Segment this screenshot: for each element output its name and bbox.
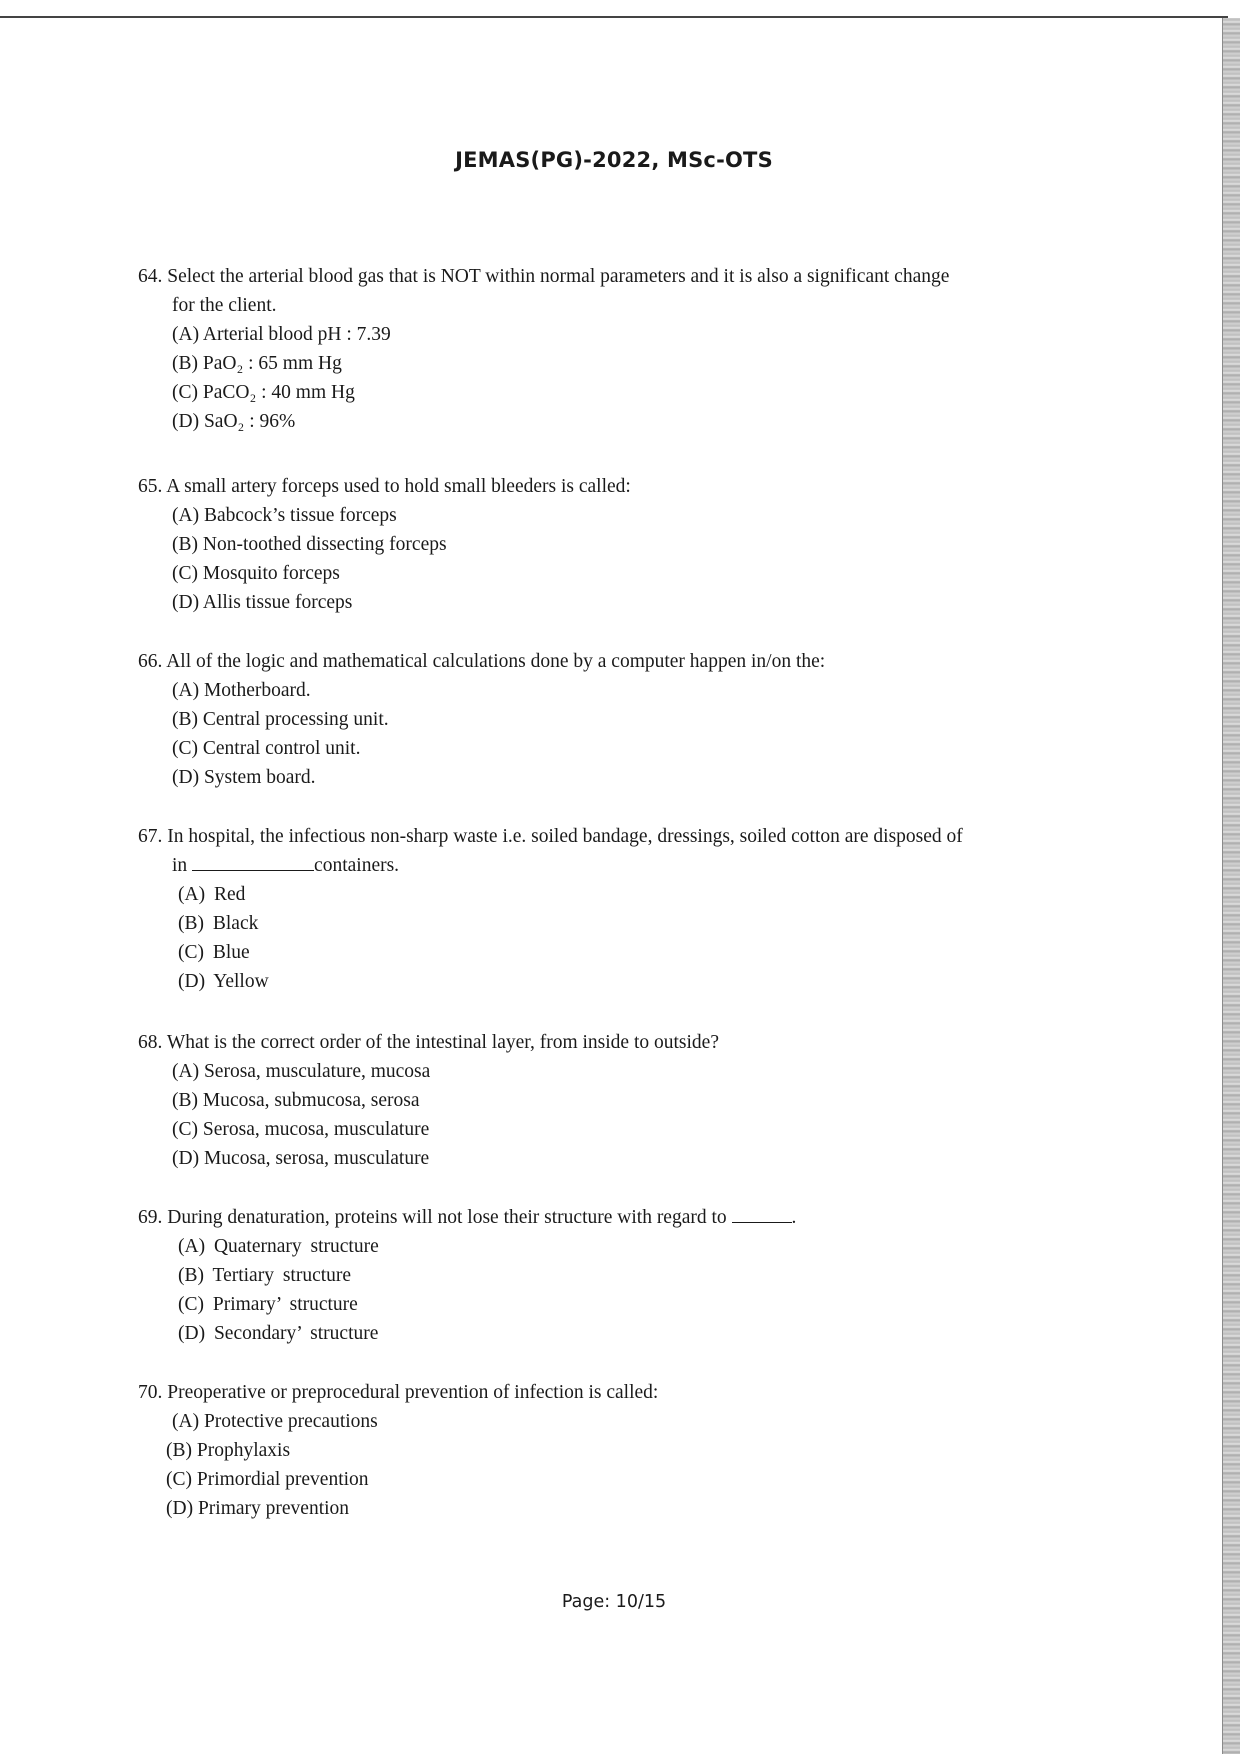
question-text-line: A small artery forceps used to hold small bleeders is called:: [166, 476, 631, 497]
question-text-line: During denaturation, proteins will not lose their structure with regard to: [167, 1207, 727, 1228]
question-text-line: What is the correct order of the intestinal layer, from inside to outside?: [166, 1032, 719, 1053]
question-66: [138, 647, 1088, 792]
question-69: [138, 1203, 1088, 1348]
question-text-line: In hospital, the infectious non-sharp waste i.e. soiled bandage, dressings, soiled cotton are disposed of: [167, 826, 963, 847]
option-a: (A) Serosa, musculature, mucosa: [172, 1061, 431, 1082]
option-d: (D) Primary prevention: [166, 1498, 350, 1519]
question-70: [138, 1378, 1088, 1523]
question-64: [138, 262, 1088, 436]
question-number: 68.: [138, 1032, 163, 1053]
option-c: (C) Central control unit.: [172, 738, 361, 759]
question-text: [138, 647, 1088, 676]
question-text-line: Select the arterial blood gas that is NOT within normal parameters and it is also a significant change: [167, 266, 950, 287]
page-number: Page: 10/15: [561, 1592, 667, 1612]
option-a: (A) Quaternary structure: [178, 1236, 379, 1257]
question-number: 70.: [138, 1382, 163, 1403]
question-text: [138, 1378, 1088, 1407]
question-text-fragment: .: [791, 1207, 797, 1228]
option-c: (C) Primary’ structure: [178, 1294, 358, 1315]
option-b: (B) Non-toothed dissecting forceps: [172, 534, 447, 555]
question-text: [138, 822, 1088, 851]
question-text: [138, 1203, 1088, 1232]
fill-in-blank: [732, 1204, 792, 1223]
option-b: (B) Black: [178, 913, 259, 934]
option-b: (B) Central processing unit.: [172, 709, 389, 730]
question-65: [138, 472, 1088, 617]
option-c: (C) Primordial prevention: [166, 1469, 369, 1490]
question-text: [138, 262, 1088, 291]
option-d: (D) System board.: [172, 767, 316, 788]
option-c: (C) Mosquito forceps: [172, 563, 340, 584]
question-text-line: All of the logic and mathematical calculations done by a computer happen in/on the:: [166, 651, 826, 672]
question-68: [138, 1028, 1088, 1173]
question-number: 66.: [138, 651, 163, 672]
question-number: 65.: [138, 476, 163, 497]
option-b: (B) Mucosa, submucosa, serosa: [172, 1090, 420, 1111]
question-text-continuation: for the client.: [172, 295, 277, 316]
option-d: (D) Allis tissue forceps: [172, 592, 353, 613]
option-d: (D) Secondary’ structure: [178, 1323, 379, 1344]
option-a: (A) Red: [178, 884, 246, 905]
option-b: (B) Prophylaxis: [166, 1440, 291, 1461]
question-text-fragment: in: [172, 855, 188, 876]
question-text-continuation: [138, 851, 1088, 880]
option-a: (A) Babcock’s tissue forceps: [172, 505, 397, 526]
question-67: [138, 822, 1088, 996]
top-border-line: [0, 16, 1228, 18]
question-text-fragment: containers.: [314, 855, 400, 876]
option-d: (D) Mucosa, serosa, musculature: [172, 1148, 430, 1169]
page-title: JEMAS(PG)-2022, MSc-OTS: [455, 148, 773, 172]
option-d: (D) Yellow: [178, 971, 269, 992]
option-a: (A) Arterial blood pH : 7.39: [172, 324, 391, 345]
option-a: (A) Motherboard.: [172, 680, 311, 701]
fill-in-blank: [192, 852, 314, 871]
option-b: (B) Tertiary structure: [178, 1265, 352, 1286]
question-text: [138, 1028, 1088, 1057]
option-c: (C) Serosa, mucosa, musculature: [172, 1119, 430, 1140]
option-a: (A) Protective precautions: [172, 1411, 378, 1432]
question-number: 64.: [138, 266, 163, 287]
question-text: [138, 472, 1088, 501]
option-c: (C) PaCO₂ : 40 mm Hg: [172, 382, 355, 403]
option-d: (D) SaO₂ : 96%: [172, 411, 296, 432]
scan-edge: [1222, 18, 1240, 1754]
question-number: 67.: [138, 826, 163, 847]
question-text-line: Preoperative or preprocedural prevention of infection is called:: [167, 1382, 659, 1403]
option-c: (C) Blue: [178, 942, 250, 963]
question-number: 69.: [138, 1207, 163, 1228]
option-b: (B) PaO₂ : 65 mm Hg: [172, 353, 342, 374]
